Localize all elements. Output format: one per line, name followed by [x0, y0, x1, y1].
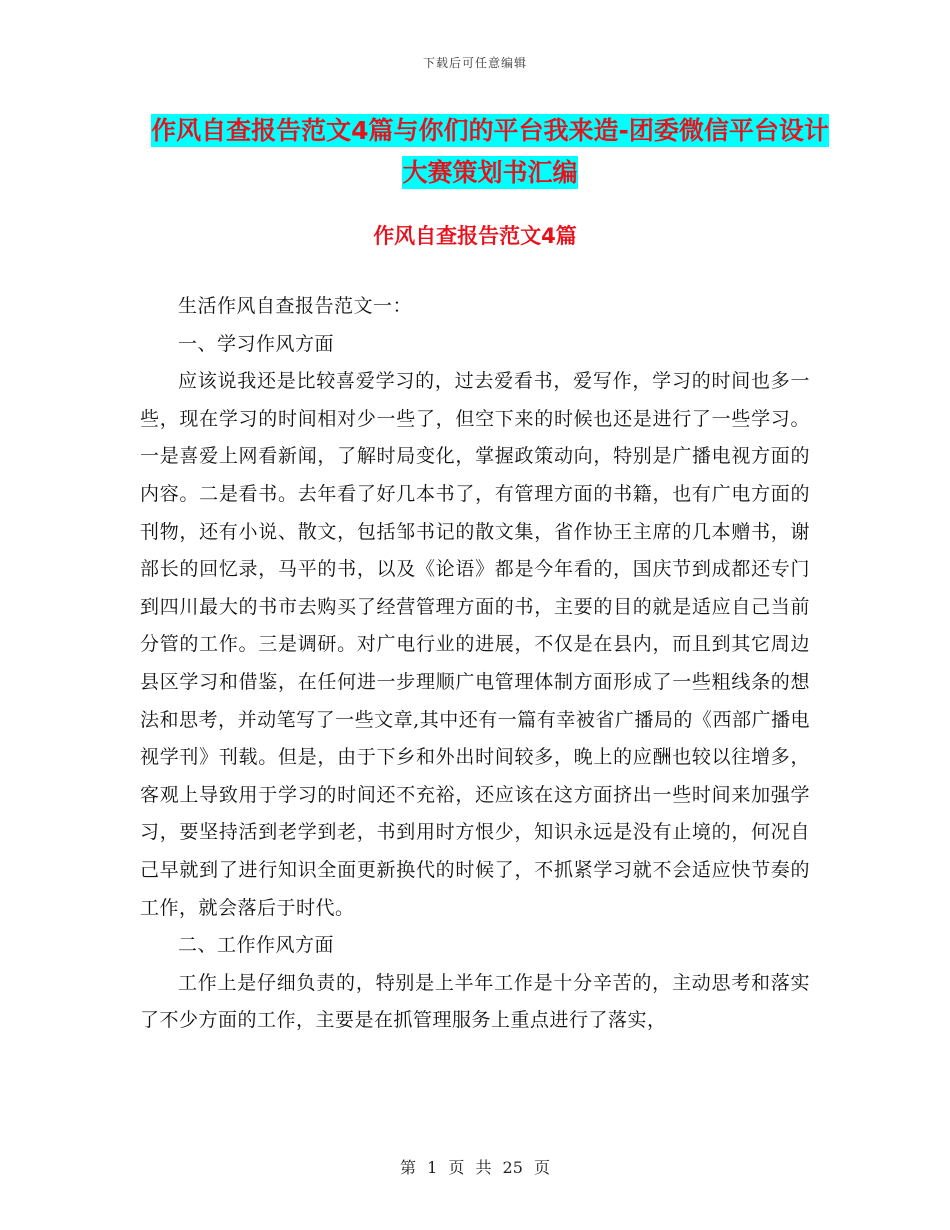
running-header: 下载后可任意编辑 [422, 56, 527, 70]
paragraph-heading-study: 一、学习作风方面 [178, 332, 335, 355]
paragraph-heading-work: 二、工作作风方面 [178, 934, 335, 957]
document-title [140, 110, 840, 194]
body-text [140, 288, 810, 1040]
document-title-text: 作风自查报告范文4篇与你们的平台我来造-团委微信平台设计大赛策划书汇编 [151, 116, 829, 187]
section-title: 作风自查报告范文4篇 [373, 224, 577, 248]
paragraph-subtitle: 生活作风自查报告范文一： [178, 295, 413, 317]
paragraph-study-content: 应该说我还是比较喜爱学习的，过去爱看书，爱写作，学习的时间也多一些，现在学习的时间相对少一些了，但空下来的时候也还是进行了一些学习。一是喜爱上网看新闻，了解时局变化，掌握政策动向，特别是广播电视方面的内容。二是看书。去年看了好几本书了，有管理方面的书籍，也有广电方面的刊物，还有小说、散文，包括邹书记的散文集，省作协王主席的几本赠书，谢部长的回忆录，马平的书，以及《论语》都是今年看的，国庆节到成都还专门到四川最大的书市去购买了经营管理方面的书，主要的目的就是适应自己当前分管的工作。三是调研。对广电行业的进展，不仅是在县内，而且到其它周边县区学习和借鉴，在任何进一步理顺广电管理体制方面形成了一些粗线条的想法和思考，并动笔写了一些文章,其中还有一篇有幸被省广播局的《西部广播电视学刊》刊载。但是，由于下乡和外出时间较多，晚上的应酬也较以往增多，客观上导致用于学习的时间还不充裕，还应该在这方面挤出一些时间来加强学习，要坚持活到老学到老，书到用时方恨少，知识永远是没有止境的，何况自己早就到了进行知识全面更新换代的时候了，不抓紧学习就不会适应快节奏的工作，就会落后于时代。 [140, 370, 810, 919]
page-number-footer: 第 1 页 共 25 页 [400, 1158, 550, 1177]
paragraph-work-content: 工作上是仔细负责的，特别是上半年工作是十分辛苦的，主动思考和落实了不少方面的工作，主要是在抓管理服务上重点进行了落实， [140, 971, 810, 1032]
